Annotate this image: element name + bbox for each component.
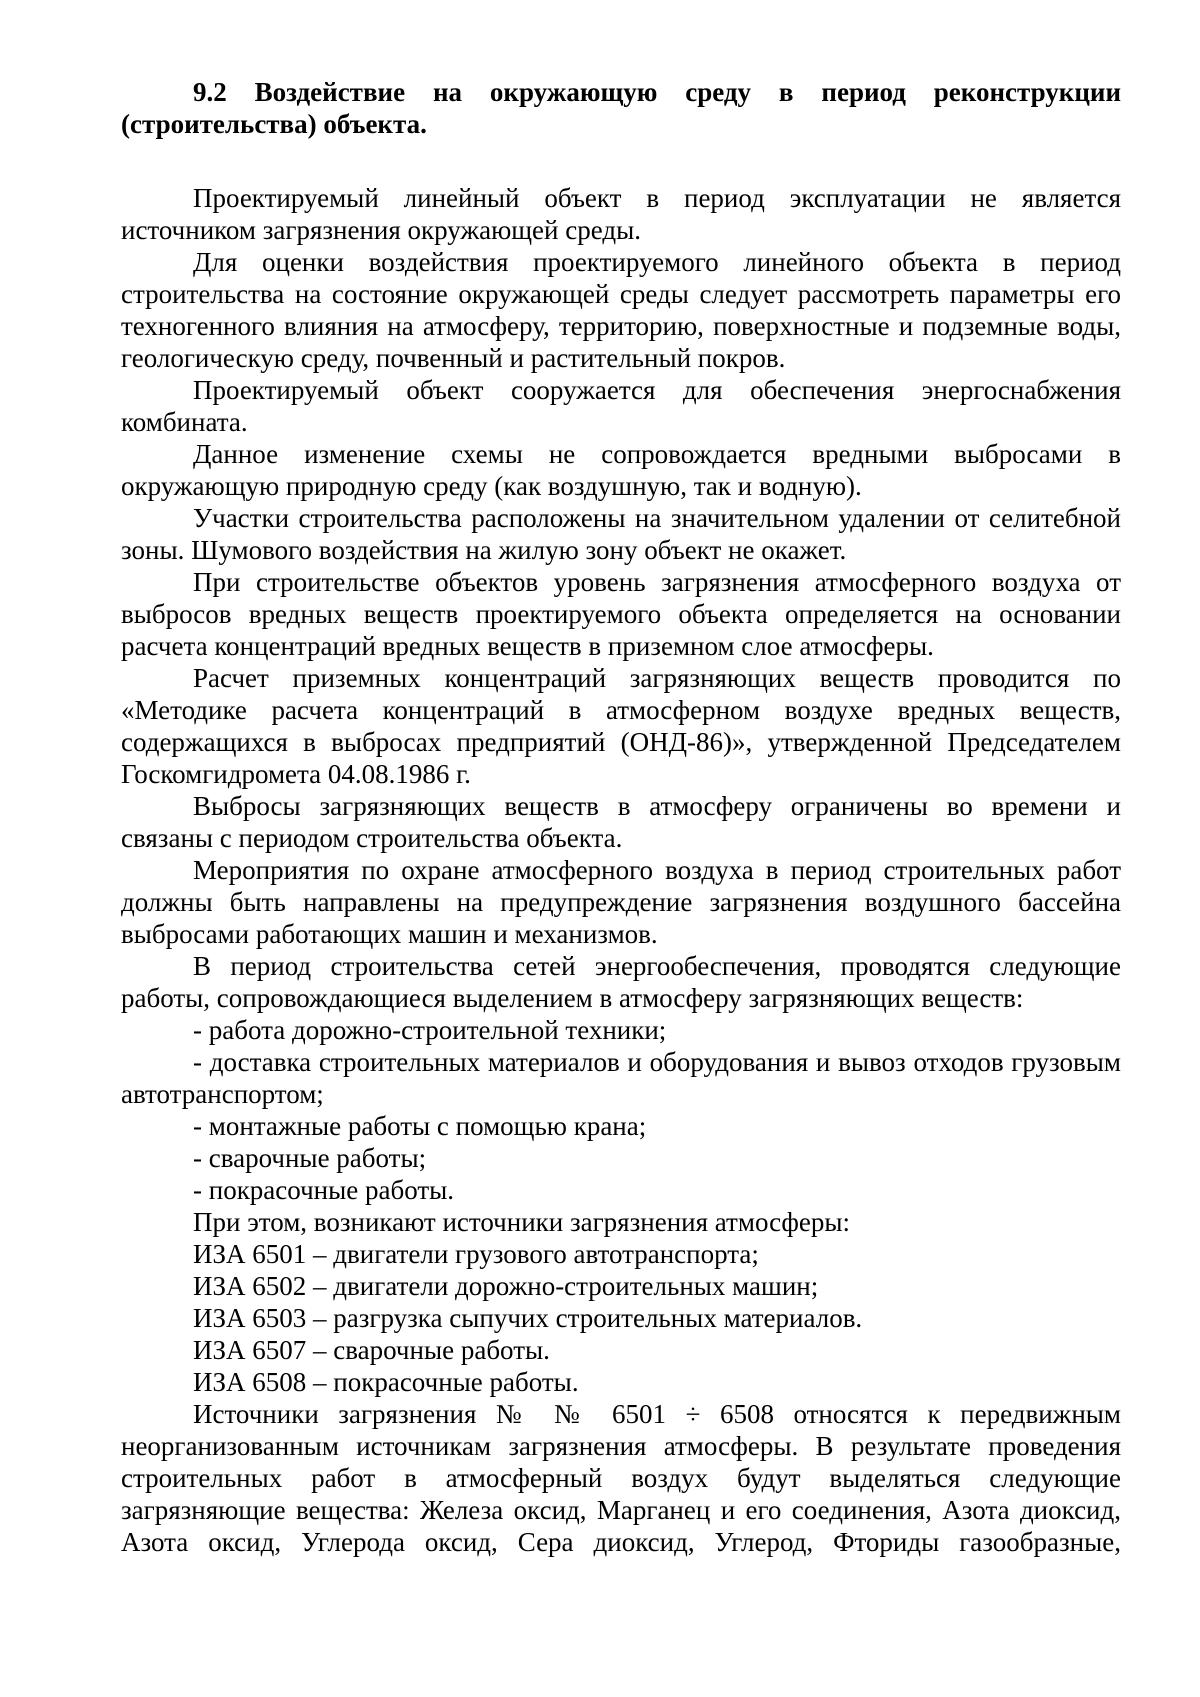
paragraph-3: Проектируемый объект сооружается для обеспечения энергоснабжения комбината.: [121, 375, 1121, 437]
works-list-item: - сварочные работы;: [193, 1143, 427, 1173]
paragraph-8: Выбросы загрязняющих веществ в атмосферу ограничены во времени и связаны с периодом строительства объекта.: [121, 791, 1121, 853]
sources-list-item: ИЗА 6507 – сварочные работы.: [193, 1335, 550, 1365]
document-body: [121, 76, 1121, 1558]
works-list-item: - монтажные работы с помощью крана;: [193, 1111, 647, 1141]
paragraph-5: Участки строительства расположены на значительном удалении от селитебной зоны. Шумового воздействия на жилую зону объект не окажет.: [121, 503, 1121, 565]
paragraph-2: Для оценки воздействия проектируемого линейного объекта в период строительства на состояние окружающей среды следует рассмотреть параметры его техногенного влияния на атмосферу, территорию, поверхностные и подземные воды, геологическую среду, почвенный и растительный покров.: [121, 247, 1121, 373]
paragraph-1: Проектируемый линейный объект в период эксплуатации не является источником загрязнения окружающей среды.: [121, 183, 1121, 245]
sources-list: [121, 1238, 1121, 1398]
works-list: [121, 1014, 1121, 1206]
sources-list-item: ИЗА 6501 – двигатели грузового автотранспорта;: [193, 1239, 759, 1269]
paragraph-7: Расчет приземных концентраций загрязняющих веществ проводится по «Методике расчета концентраций в атмосферном воздухе вредных веществ, содержащихся в выбросах предприятий (ОНД-86)», утвержденной Председателем Госкомгидромета 04.08.1986 г.: [121, 663, 1121, 789]
sources-list-item: ИЗА 6503 – разгрузка сыпучих строительных материалов.: [193, 1303, 863, 1333]
closing-paragraph: Источники загрязнения № № 6501 ÷ 6508 относятся к передвижным неорганизованным источникам загрязнения атмосферы. В результате проведения строительных работ в атмосферный воздух будут выделяться следующие загрязняющие вещества: Железа оксид, Марганец и его соединения, Азота диоксид, Азота оксид, Углерода оксид, Сера диоксид, Углерод, Фториды газообразные,: [121, 1399, 1121, 1557]
sources-list-item: ИЗА 6502 – двигатели дорожно-строительных машин;: [193, 1271, 819, 1301]
works-list-item: - работа дорожно-строительной техники;: [193, 1015, 667, 1045]
sources-intro: При этом, возникают источники загрязнения атмосферы:: [193, 1207, 851, 1237]
works-list-item: - доставка строительных материалов и оборудования и вывоз отходов грузовым автотранспортом;: [121, 1047, 1121, 1109]
section-heading: 9.2 Воздействие на окружающую среду в период реконструкции (строительства) объекта.: [121, 77, 1121, 139]
paragraph-9: Мероприятия по охране атмосферного воздуха в период строительных работ должны быть направлены на предупреждение загрязнения воздушного бассейна выбросами работающих машин и механизмов.: [121, 855, 1121, 949]
paragraph-10: В период строительства сетей энергообеспечения, проводятся следующие работы, сопровождающиеся выделением в атмосферу загрязняющих веществ:: [121, 951, 1121, 1013]
heading-spacer: [121, 140, 1121, 182]
paragraph-4: Данное изменение схемы не сопровождается вредными выбросами в окружающую природную среду (как воздушную, так и водную).: [121, 439, 1121, 501]
paragraph-6: При строительстве объектов уровень загрязнения атмосферного воздуха от выбросов вредных веществ проектируемого объекта определяется на основании расчета концентраций вредных веществ в приземном слое атмосферы.: [121, 567, 1121, 661]
sources-list-item: ИЗА 6508 – покрасочные работы.: [193, 1367, 579, 1397]
works-list-item: - покрасочные работы.: [193, 1175, 455, 1205]
